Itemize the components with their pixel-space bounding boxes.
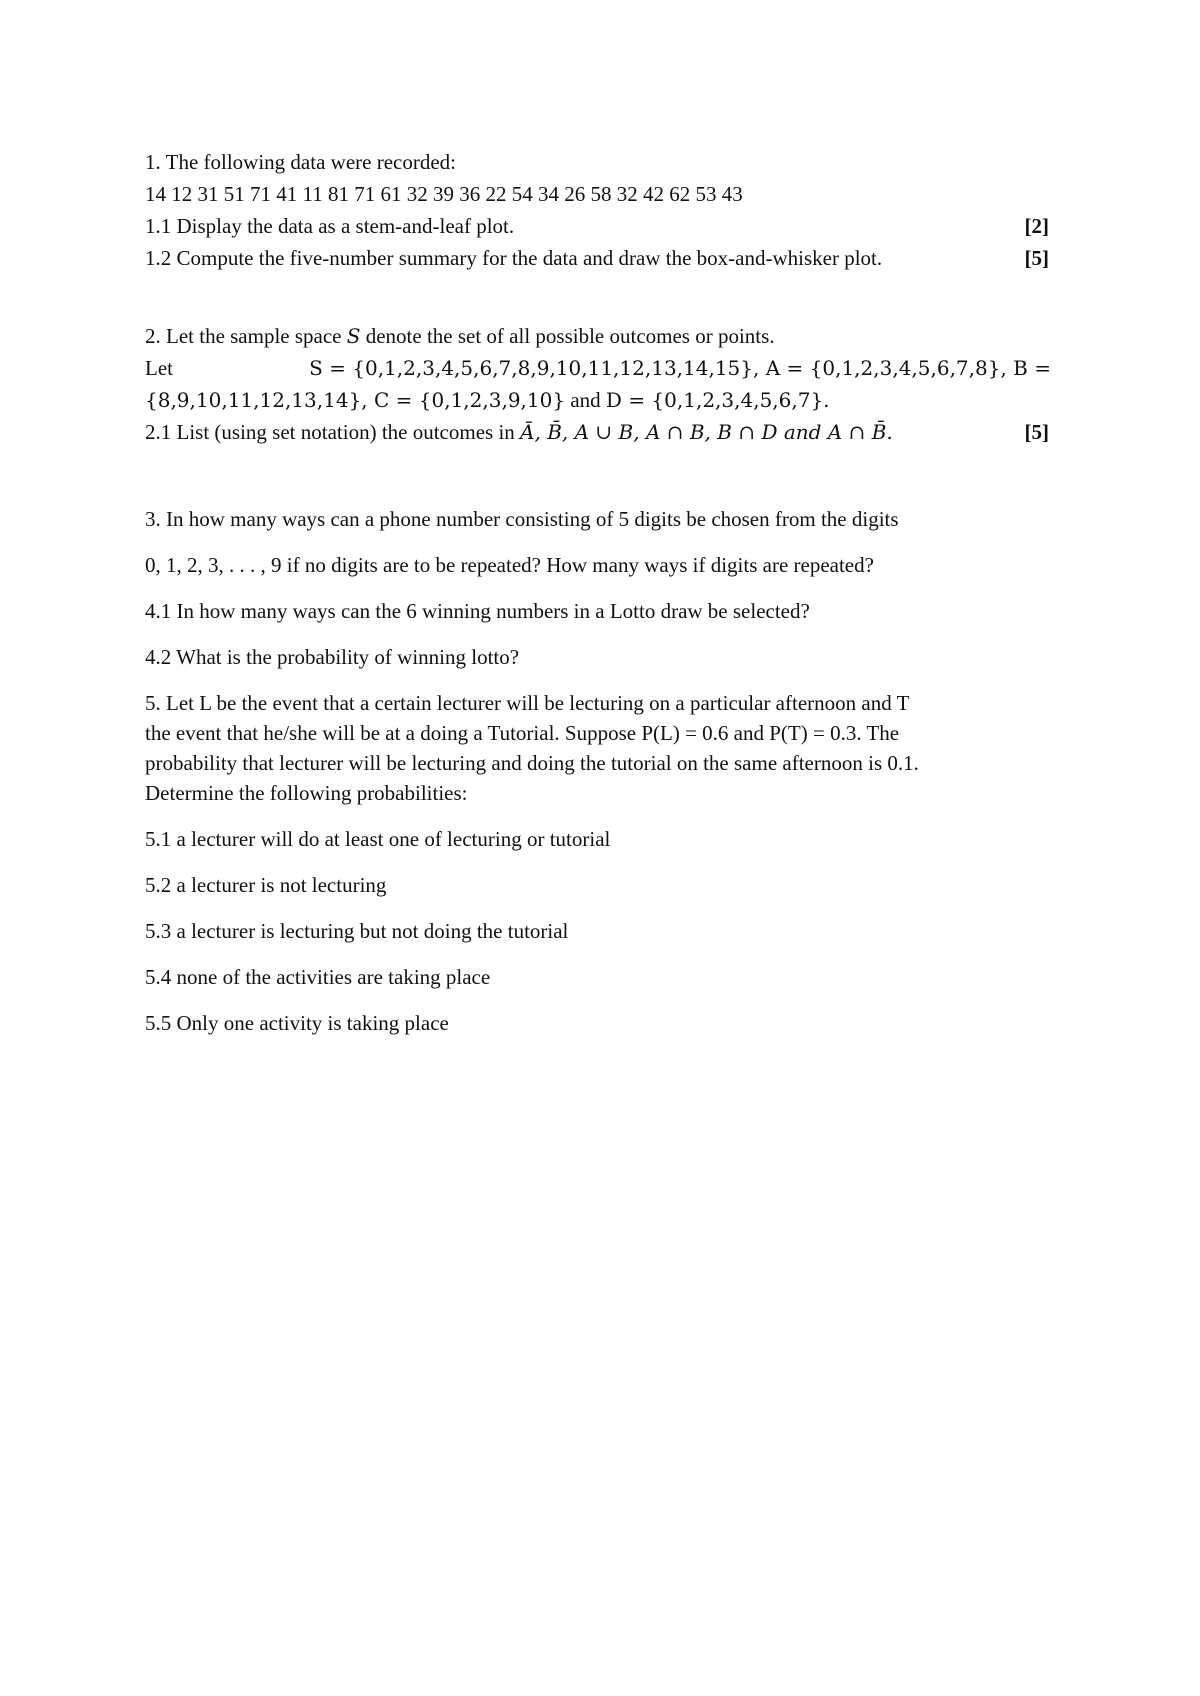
q1-1-text: 1.1 Display the data as a stem-and-leaf plot. xyxy=(145,214,515,238)
q1-data: 14 12 31 51 71 41 11 81 71 61 32 39 36 22 54 34 26 58 32 42 62 53 43 xyxy=(145,182,743,206)
q2-1-text: 2.1 List (using set notation) the outcomes in xyxy=(145,420,515,444)
q1-2-row xyxy=(145,242,1051,274)
q3-line-2: 0, 1, 2, 3, . . . , 9 if no digits are to be repeated? How many ways if digits are repeated? xyxy=(145,553,874,577)
q2-1-math: Ā, B̄, A ∪ B, A ∩ B, B ∩ D and A ∩ B̄. xyxy=(520,420,893,444)
q2-heading-post: denote the set of all possible outcomes or points. xyxy=(365,324,775,348)
q1-heading: 1. The following data were recorded: xyxy=(145,150,456,174)
q1-1-marks: [2] xyxy=(1024,214,1049,238)
q1-1-row xyxy=(145,210,1051,242)
q2-set-definitions: S = {0,1,2,3,4,5,6,7,8,9,10,11,12,13,14,15}, A = {0,1,2,3,4,5,6,7,8}, B = xyxy=(309,356,1051,380)
q2-heading xyxy=(145,320,1051,352)
q2-set-line-1 xyxy=(145,352,1051,384)
q5-line-1: 5. Let L be the event that a certain lecturer will be lecturing on a particular afternoon and T xyxy=(145,691,910,715)
q2-1-row xyxy=(145,416,1051,448)
q4-2: 4.2 What is the probability of winning lotto? xyxy=(145,645,520,669)
q5-item: 5.3 a lecturer is lecturing but not doing the tutorial xyxy=(145,919,569,943)
q2-heading-var: S xyxy=(346,324,361,348)
q2-and-word: and xyxy=(565,388,606,412)
q5-line-4: Determine the following probabilities: xyxy=(145,781,468,805)
q1-2-marks: [5] xyxy=(1024,246,1049,270)
q5-item: 5.1 a lecturer will do at least one of lecturing or tutorial xyxy=(145,827,611,851)
q3-line-1: 3. In how many ways can a phone number consisting of 5 digits be chosen from the digits xyxy=(145,507,899,531)
q2-set-d: D = {0,1,2,3,4,5,6,7}. xyxy=(605,388,830,412)
q5-line-3: probability that lecturer will be lecturing and doing the tutorial on the same afternoon is 0.1. xyxy=(145,751,919,775)
q2-1-marks: [5] xyxy=(1024,420,1049,444)
q5-line-2: the event that he/she will be at a doing a Tutorial. Suppose P(L) = 0.6 and P(T) = 0.3. The xyxy=(145,721,900,745)
q2-set-line-2 xyxy=(145,384,1051,416)
q5-item: 5.5 Only one activity is taking place xyxy=(145,1011,449,1035)
q5-intro xyxy=(145,688,1051,808)
q5-item: 5.2 a lecturer is not lecturing xyxy=(145,873,387,897)
q4-1: 4.1 In how many ways can the 6 winning numbers in a Lotto draw be selected? xyxy=(145,599,810,623)
q2-let-word: Let xyxy=(145,356,173,380)
q2-1-content xyxy=(145,416,893,448)
q2-set-b-c: {8,9,10,11,12,13,14}, C = {0,1,2,3,9,10} xyxy=(145,388,566,412)
q5-item: 5.4 none of the activities are taking place xyxy=(145,965,491,989)
q2-heading-pre: 2. Let the sample space xyxy=(145,324,342,348)
q1-2-text: 1.2 Compute the five-number summary for the data and draw the box-and-whisker plot. xyxy=(145,246,883,270)
document-page xyxy=(145,146,1051,1054)
